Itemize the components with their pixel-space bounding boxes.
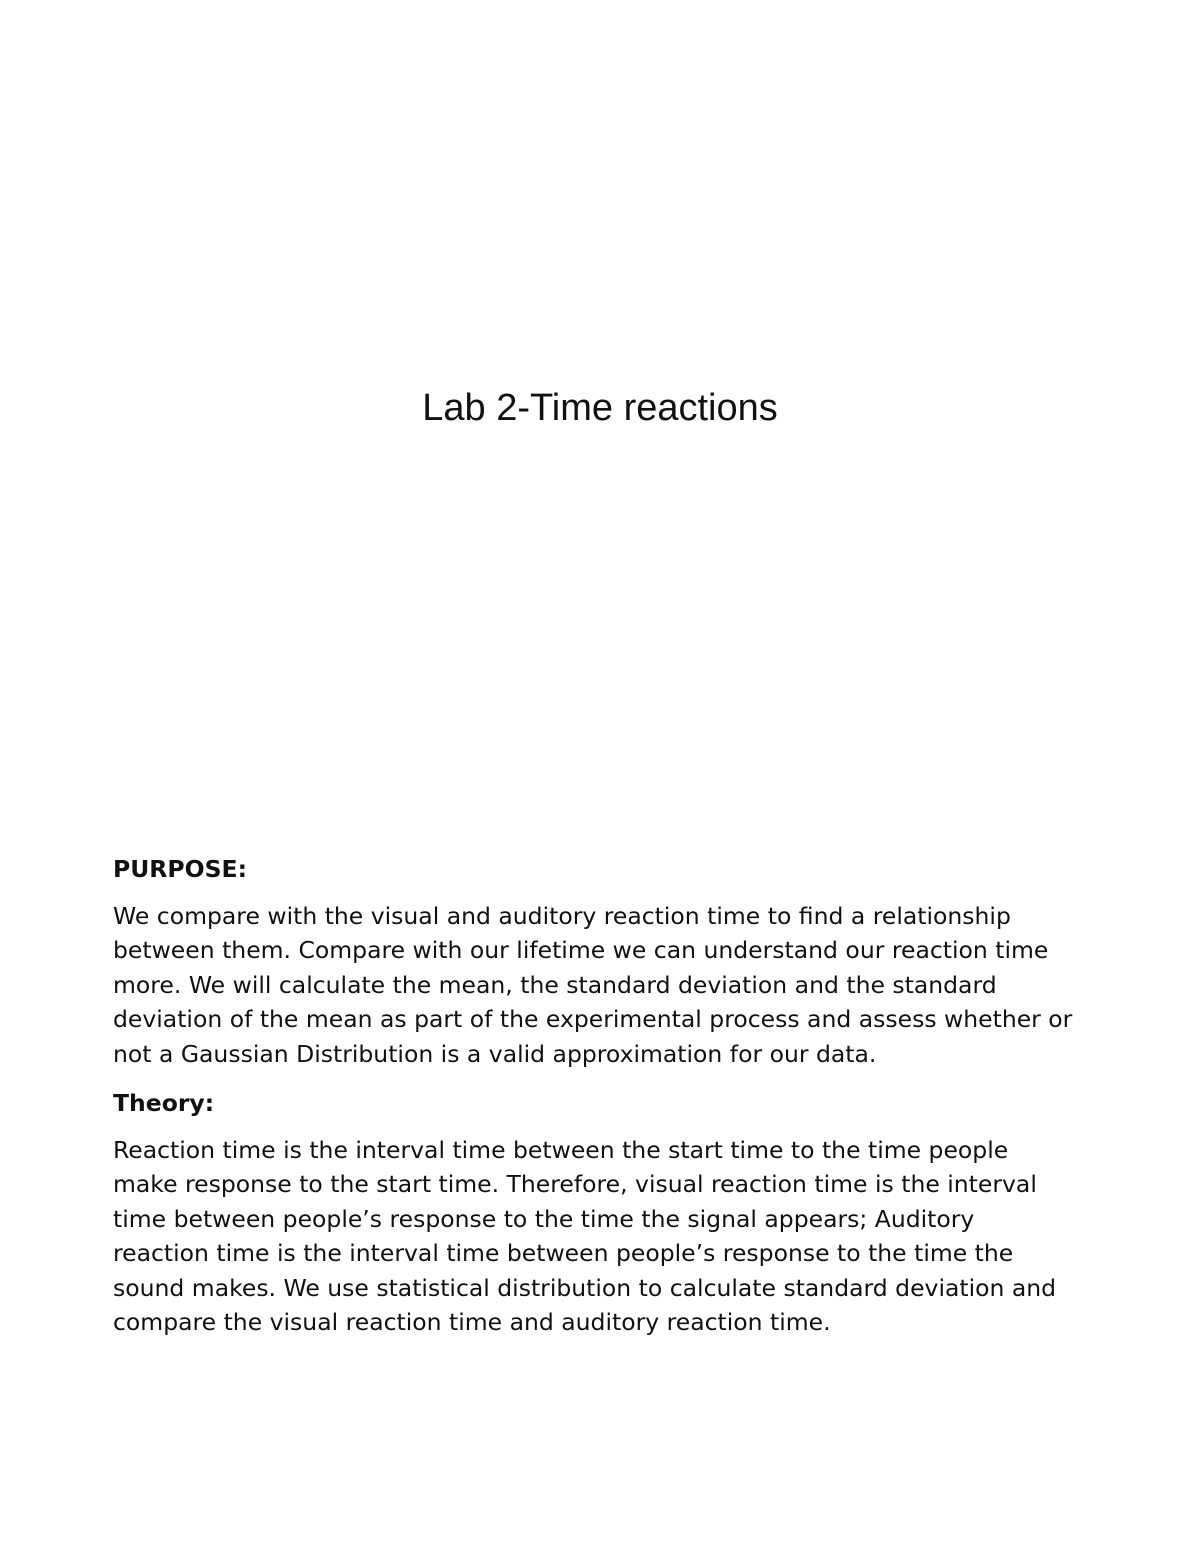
- theory-paragraph: Reaction time is the interval time between the start time to the time people make response to the start time. Therefore, visual reaction time is the interval time between people’s response to the time the signal appears; Auditory reaction time is the interval time between people’s response to the time the sound makes. We use statistical distribution to calculate standard deviation and compare the visual reaction time and auditory reaction time.: [113, 1135, 1057, 1336]
- document-title: Lab 2-Time reactions: [422, 387, 778, 429]
- purpose-paragraph: We compare with the visual and auditory reaction time to find a relationship between them. Compare with our lifetime we can understand our reaction time more. We will calculate the mean, the standard deviation and the standard deviation of the mean as part of the experimental process and assess whether or not a Gaussian Distribution is a valid approximation for our data.: [113, 901, 1073, 1068]
- theory-section: [113, 1086, 1073, 1340]
- purpose-section: [113, 852, 1073, 1071]
- theory-heading: Theory:: [113, 1089, 215, 1117]
- document-content: [113, 852, 1073, 1355]
- purpose-heading: PURPOSE:: [113, 855, 247, 883]
